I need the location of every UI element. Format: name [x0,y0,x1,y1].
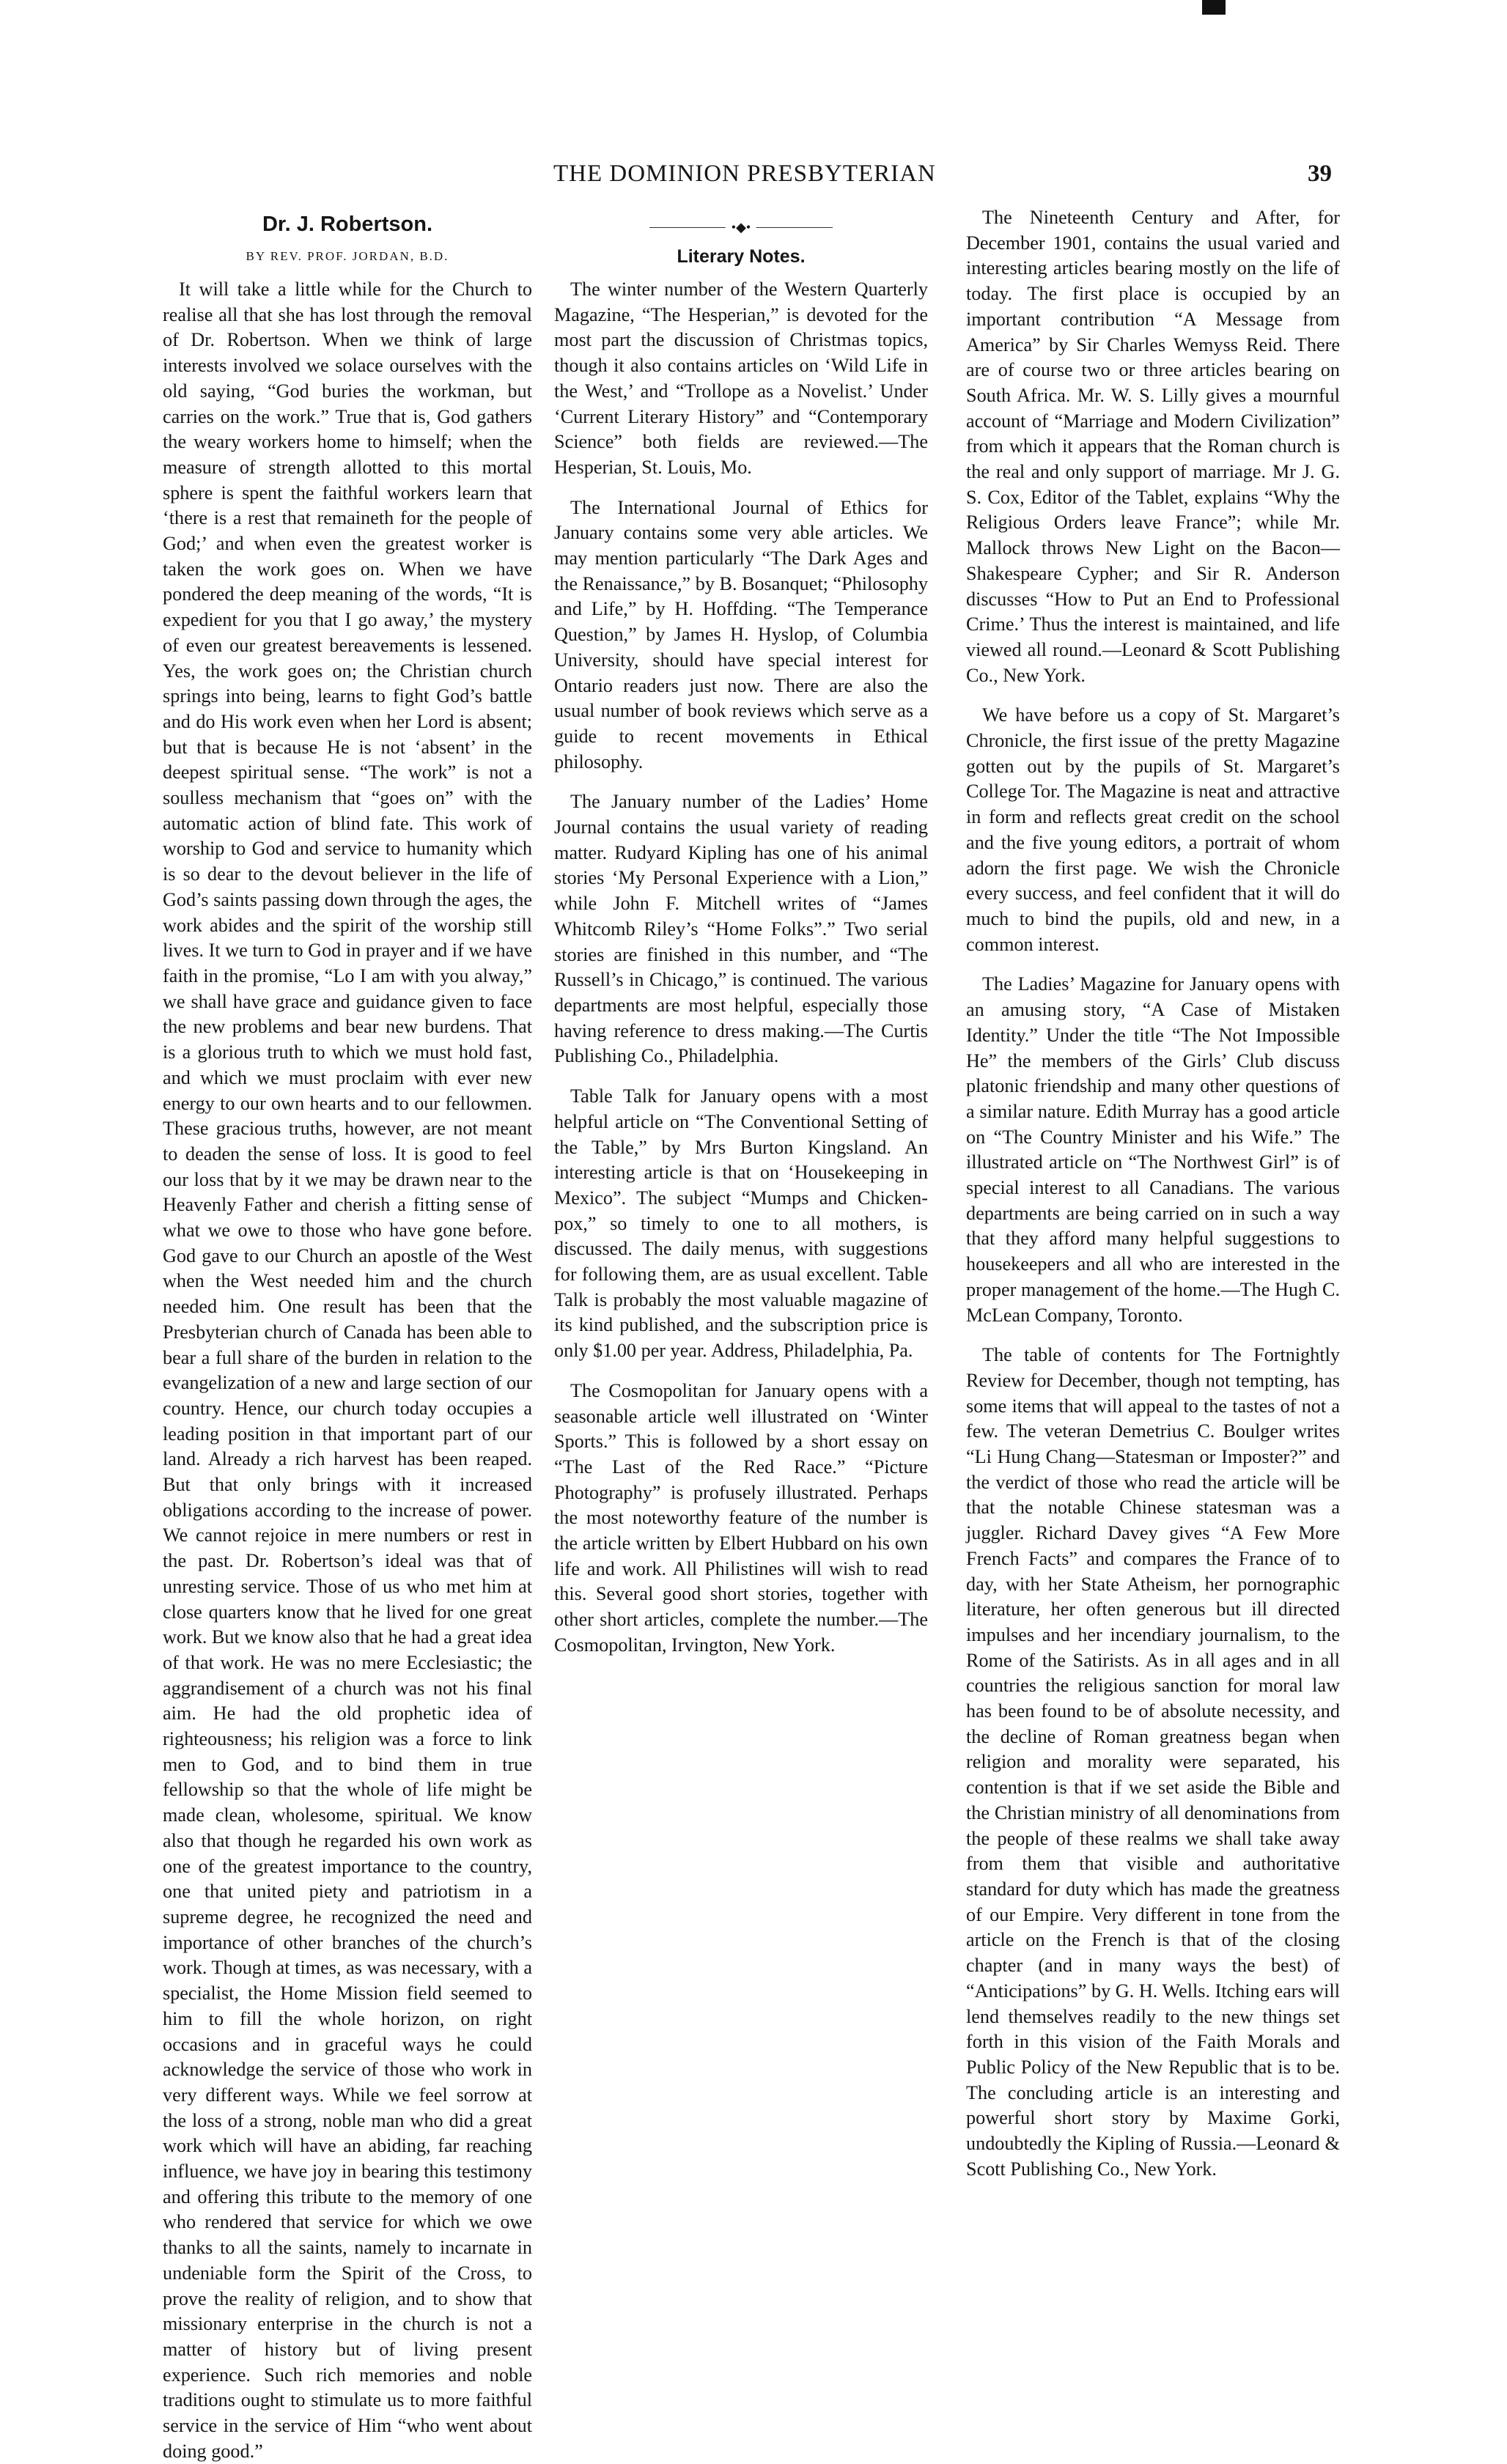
note-nineteenth-century: The Nineteenth Century and After, for December 1901, contains the usual varied and interesting articles bearing mostly on the life of today. The first place is occupied by an important contribution “A Message from America” by Sir Charles Wemyss Reid. There are of course two or three articles bearing on South Africa. Mr. W. S. Lilly gives a mournful account of “Marriage and Modern Civilization” from which it appears that the Roman church is the real and only support of marriage. Mr J. G. S. Cox, Editor of the Tablet, explains “Why the Religious Orders leave France”; while Mr. Mallock throws New Light on the Bacon—Shakespeare Cypher; and Sir R. Anderson discusses “How to Put an End to Professional Crime.’ Thus the interest is maintained, and life viewed all round.—Leonard & Scott Publishing Co., New York. [966,207,1340,686]
section-divider [554,217,928,239]
note-table-talk: Table Talk for January opens with a most helpful article on “The Conventional Setting of the Table,” by Mrs Burton Kingsland. An interesting article is that on ‘Housekeeping in Mexico”. The subject “Mumps and Chicken-pox,” so timely to one to all mothers, is discussed. The daily menus, with suggestions for following them, are as usual excellent. Table Talk is probably the most valuable magazine of its kind published, and the subscription price is only $1.00 per year. Address, Philadelphia, Pa. [554,1085,928,1362]
page-header [0,159,1507,188]
note-ladies-home-journal: The January number of the Ladies’ Home Journal contains the usual variety of reading matter. Rudyard Kipling has one of his animal stories ‘My Personal Experience with a Lion,” while John F. Mitchell writes of “James Whitcomb Riley’s “Home Folks”.” Two serial stories are finished in this number, and “The Russell’s in Chicago,” is continued. The various departments are most helpful, especially those having reference to dress making.—The Curtis Publishing Co., Philadelphia. [554,791,928,1067]
divider-ornament: •◆• [726,218,756,236]
column-1 [163,205,532,2462]
ink-blot [1202,0,1226,15]
note-hesperian: The winter number of the Western Quarterly Magazine, “The Hesperian,” is devoted for the most part the discussion of Christmas topics, though it also contains articles on ‘Wild Life in the West,’ and “Trollope as a Novelist.’ Under ‘Current Literary History” and “Contemporary Science” both fields are reviewed.—The Hesperian, St. Louis, Mo. [554,279,928,478]
article-byline: BY REV. PROF. JORDAN, B.D. [246,249,449,263]
note-ladies-magazine: The Ladies’ Magazine for January opens with an amusing story, “A Case of Mistaken Identity.” Under the title “The Not Impossible He” the members of the Girls’ Club discuss platonic friendship and many other questions of a similar nature. Edith Murray has a good article on “The Country Minister and his Wife.” The illustrated article on “The Northwest Girl” is of special interest to all Canadians. The various departments are being carried on in such a way that they afford many helpful suggestions to housekeepers and all who are interested in the proper management of the home.—The Hugh C. McLean Company, Toronto. [966,973,1340,1326]
running-title: THE DOMINION PRESBYTERIAN [553,161,936,187]
page-number: 39 [1308,161,1332,187]
note-fortnightly-review: The table of contents for The Fortnightly Review for December, though not tempting, has some items that will appeal to the tastes of not a few. The veteran Demetrius C. Boulger writes “Li Hung Chang—Statesman or Imposter?” and the verdict of those who read the article will be that the notable Chinese statesman was a juggler. Richard Davey gives “A Few More French Facts” and compares the France of to day, with her State Atheism, her pornographic literature, her often generous but ill directed impulses and her incendiary journalism, to the Rome of the Satirists. As in all ages and in all countries the religious sanction for moral law has been found to be of absolute necessity, and the decline of Roman greatness began when religion and morality were separated, his contention is that if we set aside the Bible and the Christian ministry of all denominations from the people of these realms we shall take away from them that visible and authoritative standard for duty which has made the greatness of our Empire. Very different in tone from the article on the French is that of the closing chapter (and in many ways the best) of “Anticipations” by G. H. Wells. Itching ears will lend themselves readily to the new things set forth in this vision of the Faith Morals and Public Policy of the New Republic that is to be. The concluding article is an interesting and powerful short story by Maxime Gorki, undoubtedly the Kipling of Russia.—Leonard & Scott Publishing Co., New York. [966,1344,1340,2180]
column-3 [966,205,1340,2180]
note-ethics-journal: The International Journal of Ethics for January contains some very able articles. We may mention particularly “The Dark Ages and the Renaissance,” by B. Bosanquet; “Philosophy and Life,” by H. Hoffding. “The Temperance Question,” by James H. Hyslop, of Columbia University, should have special interest for Ontario readers just now. There are also the usual number of book reviews which serve as a guide to recent movements in Ethical philosophy. [554,496,928,772]
article-title: Dr. J. Robertson. [262,213,433,236]
literary-notes-heading: Literary Notes. [677,246,806,267]
note-cosmopolitan: The Cosmopolitan for January opens with a seasonable article well illustrated on ‘Winter Sports.” This is followed by a short essay on “The Last of the Red Race.” “Picture Photography” is profusely illustrated. Perhaps the most noteworthy feature of the number is the article written by Elbert Hubbard on his own life and work. All Philistines will wish to read this. Several good short stories, together with other short articles, complete the number.—The Cosmopolitan, Irvington, New York. [554,1379,928,1656]
article-paragraph: It will take a little while for the Church to realise all that she has lost through the removal of Dr. Robertson. When we think of large interests involved we solace ourselves with the old saying, “God buries the workman, but carries on the work.” True that is, God gathers the weary workers home to himself; when the measure of strength allotted to this mortal sphere is spent the faithful workers learn that ‘there is a rest that remaineth for the people of God;’ and when even the greatest worker is taken the work goes on. When we have pondered the deep meaning of the words, “It is expedient for you that I go away,’ the mystery of even our greatest bereavements is lessened. Yes, the work goes on; the Christian church springs into being, learns to fight God’s battle and do His work even when her Lord is absent; but that is because He is not ‘absent’ in the deepest spiritual sense. “The work” is not a soulless mechanism that “goes on” with the automatic action of blind fate. This work of worship to God and service to humanity which is so dear to the devout believer in the life of God’s saints passing down through the ages, the work abides and the spirit of the worship still lives. It we turn to God in prayer and if we have faith in the promise, “Lo I am with you alway,” we shall have grace and guidance given to face the new problems and bear new burdens. That is a glorious truth to which we must hold fast, and which we must proclaim with ever new energy to our own hearts and to our fellowmen. These gracious truths, however, are not meant to deaden the sense of loss. It is good to feel our loss that by it we may be drawn near to the Heavenly Father and cherish a fitting sense of what we owe to those who have gone before. God gave to our Church an apostle of the West when the West needed him and the church needed him. One result has been that the Presbyterian church of Canada has been able to bear a full share of the burden in relation to the evangelization of a new and large section of our country. Hence, our church today occupies a leading position in that important part of our land. Already a rich harvest has been reaped. But that only brings with it increased obligations according to the increase of power. We cannot rejoice in mere numbers or rest in the past. Dr. Robertson’s ideal was that of unresting service. Those of us who met him at close quarters know that he lived for one great work. But we know also that he had a great idea of that work. He was no mere Ecclesiastic; the aggrandisement of a church was not his final aim. He had the old prophetic idea of righteousness; his religion was a force to link men to God, and to bind them in true fellowship so that the whole of life might be made clean, wholesome, spiritual. We know also that though he regarded his own work as one of the greatest importance to the country, one that united piety and patriotism in a supreme degree, he recognized the need and importance of other branches of the church’s work. Though at times, as was necessary, with a specialist, the Home Mission field seemed to him to fill the whole horizon, on right occasions and in graceful ways he could acknowledge the service of those who work in very different ways. While we feel sorrow at the loss of a strong, noble man who did a great work which will have an abiding, far reaching influence, we have joy in bearing this testimony and offering this tribute to the memory of one who rendered that service for which we owe thanks to all the saints, namely to incarnate in undeniable form the Spirit of the Cross, to prove the reality of religion, and to show that missionary enterprise in the church is not a matter of history but of living present experience. Such rich memories and noble traditions ought to stimulate us to more faithful service in the service of Him “who went about doing good.” [163,279,532,2462]
column-2 [554,205,928,2081]
note-st-margarets: We have before us a copy of St. Margaret’s Chronicle, the first issue of the pretty Magazine gotten out by the pupils of St. Margaret’s College Tor. The Magazine is neat and attractive in form and reflects great credit on the school and the five young editors, a portrait of whom adorn the first page. We wish the Chronicle every success, and feel confident that it will do much to bind the pupils, old and new, in a common interest. [966,704,1340,955]
